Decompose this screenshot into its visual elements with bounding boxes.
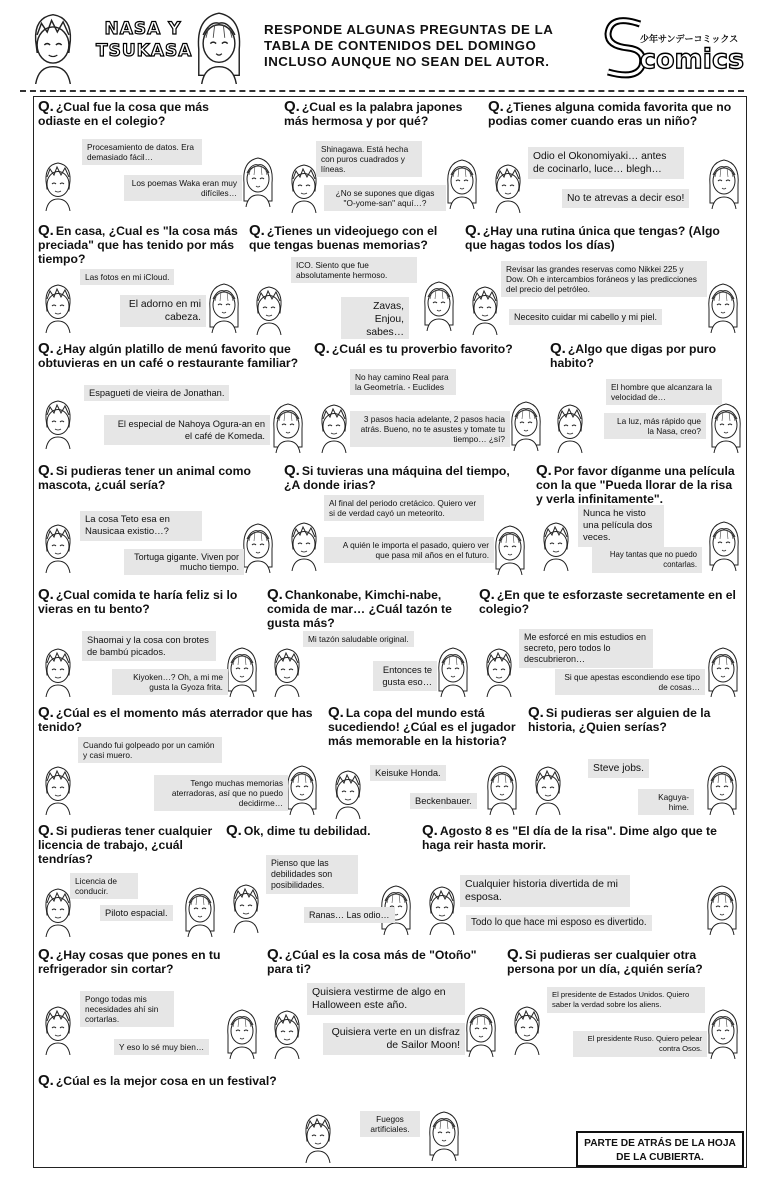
q-mark: Q.	[38, 946, 54, 963]
q-mark: Q.	[38, 340, 54, 357]
tsukasa-illustration	[490, 521, 530, 575]
nasa-illustration	[422, 881, 462, 935]
qa-cell	[34, 703, 325, 821]
question-text: ¿Cual fue la cosa que más odiaste en el colegio?	[38, 100, 209, 128]
header-intro: RESPONDE ALGUNAS PREGUNTAS DE LA TABLA DE CONTENIDOS DEL DOMINGO INCLUSO AUNQUE NO SEAN DEL AUTOR.	[264, 22, 553, 69]
nasa-illustration	[328, 765, 368, 819]
q-mark: Q.	[284, 98, 300, 115]
q-mark: Q.	[249, 222, 265, 239]
nasa-illustration	[38, 395, 78, 449]
tsukasa-illustration	[482, 761, 522, 815]
qa-cell	[503, 945, 746, 1071]
question-text: ¿Cúal es la mejor cosa en un festival?	[55, 1074, 277, 1088]
qa-cell	[34, 461, 281, 585]
qa-cell	[34, 221, 246, 339]
qa-cell	[34, 339, 311, 461]
tsukasa-illustration	[461, 1003, 501, 1057]
answer-bubble: Me esforcé en mis estudios en secreto, pero todos lo descubrieron…	[519, 629, 653, 668]
qa-cell	[34, 97, 281, 221]
question-text: ¿Cual es la palabra japones más hermosa y por qué?	[284, 100, 463, 128]
question-text: Si pudieras ser alguien de la historia, ¿Quien serías?	[528, 706, 711, 734]
answer-bubble: La luz, más rápido que la Nasa, creo?	[604, 413, 706, 439]
answer-bubble: Quisiera vestirme de algo en Halloween este año.	[307, 983, 465, 1015]
q-mark: Q.	[226, 822, 242, 839]
qa-cell	[280, 97, 485, 221]
answer-bubble: Shaomai y la cosa con brotes de bambú picados.	[82, 631, 216, 661]
question-text: ¿Hay algún platillo de menú favorito que obtuvieras en un café o restaurante familiar?	[38, 342, 299, 370]
nasa-illustration	[465, 281, 505, 335]
qa-row	[34, 461, 746, 586]
q-mark: Q.	[550, 340, 566, 357]
tsukasa-illustration	[268, 399, 308, 453]
nasa-illustration	[38, 643, 78, 697]
header-divider	[20, 90, 744, 92]
answer-bubble: Tortuga gigante. Viven por mucho tiempo.	[124, 549, 244, 575]
tsukasa-illustration	[433, 643, 473, 697]
tsukasa-illustration	[238, 153, 278, 207]
nasa-illustration	[479, 643, 519, 697]
question-text: Si pudieras ser cualquier otra persona por un día, ¿quién sería?	[507, 948, 703, 976]
question-text: La copa del mundo está sucediendo! ¿Cúal es el jugador más memorable en la historia?	[328, 706, 516, 748]
answer-bubble: Licencia de conducir.	[70, 873, 138, 899]
tsukasa-illustration	[282, 761, 322, 815]
answer-bubble: Shinagawa. Está hecha con puros cuadrados y líneas.	[316, 141, 422, 177]
question-text: Si tuvieras una máquina del tiempo, ¿A donde irias?	[284, 464, 510, 492]
answer-bubble: Cualquier historia divertida de mi esposa.	[460, 875, 630, 907]
nasa-illustration	[38, 1001, 78, 1055]
q-mark: Q.	[536, 462, 552, 479]
question-text: En casa, ¿Cual es "la cosa más preciada" que has tenido por más tiempo?	[38, 224, 238, 266]
qa-cell	[310, 339, 547, 461]
answer-bubble: El presidente de Estados Unidos. Quiero saber la verdad sobre los aliens.	[547, 987, 705, 1013]
q-mark: Q.	[38, 98, 54, 115]
nasa-illustration	[507, 1001, 547, 1055]
nasa-illustration	[226, 879, 266, 933]
nasa-illustration	[267, 1005, 307, 1059]
answer-bubble: Beckenbauer.	[410, 793, 477, 809]
qa-row	[34, 339, 746, 462]
question-text: Si pudieras tener cualquier licencia de trabajo, ¿cuál tendrías?	[38, 824, 213, 866]
qa-cell	[34, 585, 264, 703]
nasa-illustration	[284, 517, 324, 571]
question-text: ¿Tienes un videojuego con el que tengas buenas memorias?	[249, 224, 438, 252]
answer-bubble: Quisiera verte en un disfraz de Sailor Moon!	[323, 1023, 465, 1055]
nasa-illustration	[550, 399, 590, 453]
answer-bubble: Kiyoken…? Oh, a mi me gusta la Gyoza frita.	[112, 669, 228, 695]
answer-bubble: Pienso que las debilidades son posibilidades.	[266, 855, 358, 894]
question-text: Agosto 8 es "El día de la risa". Dime algo que te haga reir hasta morir.	[422, 824, 717, 852]
tsukasa-illustration	[442, 155, 482, 209]
answer-bubble: Cuando fui golpeado por un camión y casi muero.	[78, 737, 222, 763]
logo-word: comics	[640, 44, 745, 75]
nasa-illustration	[249, 281, 289, 335]
answer-bubble: ICO. Siento que fue absolutamente hermoso.	[291, 257, 417, 283]
qa-row	[34, 585, 746, 704]
answer-bubble: Y eso lo sé muy bien…	[114, 1039, 209, 1055]
q-mark: Q.	[284, 462, 300, 479]
tsukasa-illustration	[703, 643, 743, 697]
question-text: ¿Tienes alguna comida favorita que no podias comer cuando eras un niño?	[488, 100, 732, 128]
answer-bubble: Pongo todas mis necesidades ahí sin cortarlas.	[80, 991, 174, 1027]
question-text: ¿Cuál es tu proverbio favorito?	[331, 342, 513, 356]
q-mark: Q.	[38, 586, 54, 603]
tsukasa-illustration	[222, 643, 262, 697]
answer-bubble: Mi tazón saludable original.	[303, 631, 414, 647]
answer-bubble: Zavas, Enjou, sabes…	[341, 297, 409, 339]
q-mark: Q.	[507, 946, 523, 963]
tsukasa-illustration	[704, 155, 744, 209]
answer-bubble: Fuegos artificiales.	[360, 1111, 420, 1137]
q-mark: Q.	[267, 946, 283, 963]
question-text: ¿Hay cosas que pones en tu refrigerador sin cortar?	[38, 948, 221, 976]
answer-bubble: Si que apestas escondiendo ese tipo de cosas…	[555, 669, 705, 695]
answer-bubble: Piloto espacial.	[100, 905, 173, 921]
answer-bubble: Necesito cuidar mi cabello y mi piel.	[509, 309, 662, 325]
header-title: NASA Y TSUKASA	[96, 19, 193, 61]
qa-row	[34, 821, 746, 946]
q-mark: Q.	[465, 222, 481, 239]
answer-bubble: Hay tantas que no puedo contarlas.	[592, 547, 702, 573]
qa-grid	[33, 96, 747, 1168]
qa-cell	[524, 703, 746, 821]
answer-bubble: No te atrevas a decir eso!	[562, 189, 689, 208]
q-mark: Q.	[328, 704, 344, 721]
question-text: ¿Cual comida te haría feliz si lo vieras en tu bento?	[38, 588, 238, 616]
tsukasa-illustration	[704, 517, 744, 571]
answer-bubble: Steve jobs.	[588, 759, 649, 778]
q-mark: Q.	[479, 586, 495, 603]
qa-cell	[280, 461, 533, 585]
answer-bubble: Espagueti de vieira de Jonathan.	[84, 385, 229, 401]
tsukasa-illustration	[222, 1005, 262, 1059]
tsukasa-illustration	[703, 279, 743, 333]
answer-bubble: Revisar las grandes reservas como Nikkei 225 y Dow. Oh e intercambios foráneos y las predicciones del precio del petróleo.	[501, 261, 707, 297]
answer-bubble: Todo lo que hace mi esposo es divertido.	[466, 915, 652, 931]
answer-bubble: No hay camino Real para la Geometría. - Euclides	[350, 369, 456, 395]
answer-bubble: Los poemas Waka eran muy difíciles…	[124, 175, 242, 201]
tsukasa-portrait-illustration	[190, 6, 248, 84]
qa-cell	[532, 461, 746, 585]
header	[0, 0, 764, 92]
q-mark: Q.	[528, 704, 544, 721]
nasa-illustration	[488, 159, 528, 213]
answer-bubble: 3 pasos hacia adelante, 2 pasos hacia atrás. Bueno, no te asustes y tomate tu tiempo… ¿sí?	[350, 411, 510, 447]
answer-bubble: A quién le importa el pasado, quiero ver que pasa mil años en el futuro.	[324, 537, 494, 563]
question-text: ¿Hay una rutina única que tengas? (Algo que hagas todos los días)	[465, 224, 720, 252]
logo-kana: 少年サンデーコミックス	[640, 34, 739, 44]
answer-bubble: El hombre que alcanzara la velocidad de…	[606, 379, 722, 405]
answer-bubble: Procesamiento de datos. Era demasiado fácil…	[82, 139, 202, 165]
tsukasa-illustration	[180, 883, 220, 937]
q-mark: Q.	[38, 822, 54, 839]
qa-cell	[34, 945, 264, 1071]
answer-bubble: Ranas… Las odio…	[304, 907, 395, 923]
question-text: Si pudieras tener un animal como mascota, ¿cuál sería?	[38, 464, 251, 492]
question-text: Chankonabe, Kimchi-nabe, comida de mar… ¿Cuál tazón te gusta más?	[267, 588, 452, 630]
nasa-illustration	[528, 761, 568, 815]
q-mark: Q.	[422, 822, 438, 839]
answer-bubble: ¿No se supones que digas "O-yome-san" aquí…?	[324, 185, 446, 211]
q-mark: Q.	[38, 222, 54, 239]
nasa-portrait-illustration	[24, 6, 82, 84]
qa-row	[34, 703, 746, 822]
answer-bubble: El especial de Nahoya Ogura-an en el café de Komeda.	[104, 415, 270, 445]
answer-bubble: Tengo muchas memorias aterradoras, así que no puedo decidirme…	[154, 775, 288, 811]
tsukasa-illustration	[506, 397, 546, 451]
qa-cell	[418, 821, 746, 945]
shonen-sunday-comics-logo	[600, 16, 750, 82]
qa-cell	[245, 221, 462, 339]
nasa-illustration	[314, 399, 354, 453]
tsukasa-illustration	[702, 881, 742, 935]
qa-cell	[475, 585, 746, 703]
q-mark: Q.	[267, 586, 283, 603]
question-text: ¿En que te esforzaste secretamente en el colegio?	[479, 588, 736, 616]
answer-bubble: Kaguya-hime.	[638, 789, 694, 815]
qa-cell	[263, 585, 476, 703]
qa-cell	[546, 339, 746, 461]
tsukasa-illustration	[706, 399, 746, 453]
answer-bubble: Al final del periodo cretácico. Quiero ver si de verdad cayó un meteorito.	[324, 495, 484, 521]
answer-bubble: Odio el Okonomiyaki… antes de cocinarlo, luce… blegh…	[528, 147, 684, 179]
answer-bubble: Las fotos en mi iCloud.	[80, 269, 174, 285]
q-mark: Q.	[38, 462, 54, 479]
nasa-illustration	[38, 761, 78, 815]
answer-bubble: El presidente Ruso. Quiero pelear contra Osos.	[573, 1031, 707, 1057]
tsukasa-illustration	[703, 1005, 743, 1059]
qa-row	[34, 221, 746, 340]
nasa-illustration	[38, 279, 78, 333]
q-mark: Q.	[38, 1072, 54, 1089]
answer-bubble: El adorno en mi cabeza.	[120, 295, 206, 327]
tsukasa-illustration	[204, 279, 244, 333]
question-text: ¿Cúal es el momento más aterrador que has tenido?	[38, 706, 313, 734]
qa-row	[34, 97, 746, 222]
qa-cell	[484, 97, 746, 221]
nasa-illustration	[536, 517, 576, 571]
tsukasa-illustration	[419, 277, 459, 331]
question-text: Ok, dime tu debilidad.	[243, 824, 371, 838]
qa-cell	[324, 703, 525, 821]
nasa-illustration	[298, 1109, 338, 1163]
tsukasa-illustration	[238, 519, 278, 573]
question-text: ¿Algo que digas por puro habito?	[550, 342, 717, 370]
footnote-box: PARTE DE ATRÁS DE LA HOJA DE LA CUBIERTA.	[576, 1131, 744, 1167]
qa-row	[34, 945, 746, 1072]
q-mark: Q.	[38, 704, 54, 721]
answer-bubble: Keisuke Honda.	[370, 765, 446, 781]
answer-bubble: La cosa Teto esa en Nausicaa existio…?	[80, 511, 202, 541]
q-mark: Q.	[314, 340, 330, 357]
qa-cell	[34, 821, 223, 945]
nasa-illustration	[38, 157, 78, 211]
qa-cell	[222, 821, 419, 945]
question-text: Por favor díganme una película con la que "Pueda llorar de la risa y verla infinitamente".	[536, 464, 735, 506]
tsukasa-illustration	[702, 761, 742, 815]
answer-bubble: Entonces te gusta eso…	[373, 661, 437, 691]
qa-cell	[461, 221, 746, 339]
answer-bubble: Nunca he visto una película dos veces.	[578, 505, 664, 547]
tsukasa-illustration	[424, 1107, 464, 1161]
question-text: ¿Cúal es la cosa más de "Otoño" para ti?	[267, 948, 477, 976]
nasa-illustration	[267, 643, 307, 697]
qa-cell	[263, 945, 504, 1071]
nasa-illustration	[38, 519, 78, 573]
q-mark: Q.	[488, 98, 504, 115]
